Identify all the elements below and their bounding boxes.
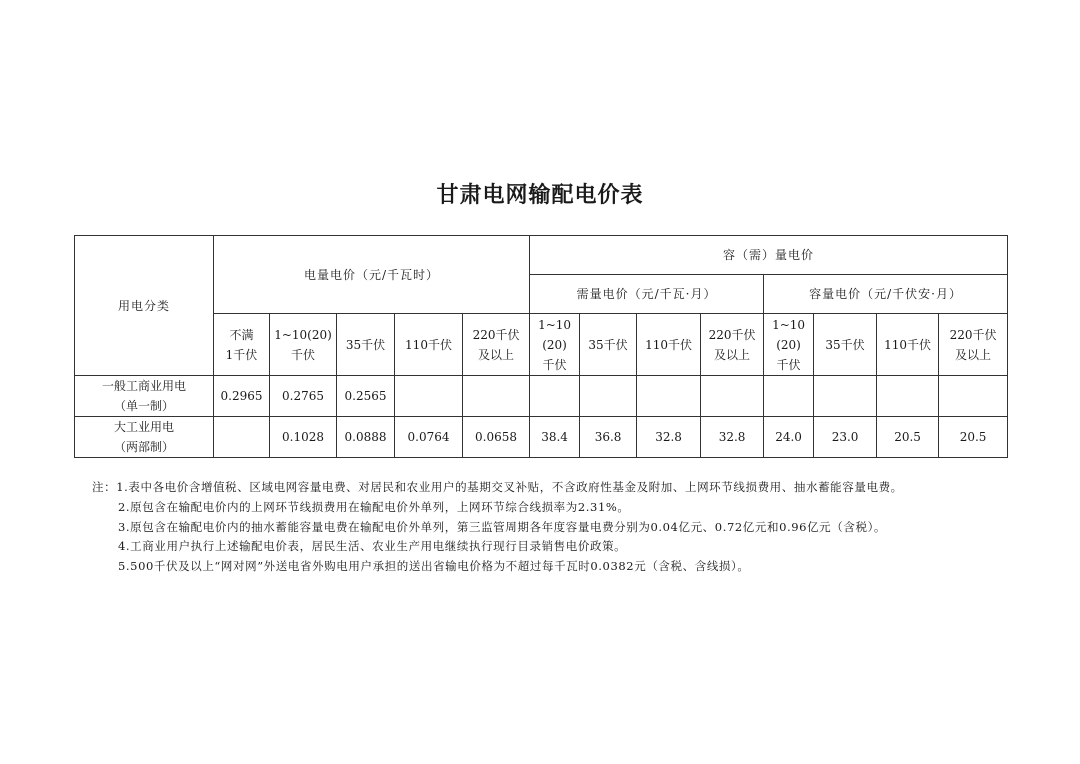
table-cell: 24.0 <box>764 417 814 458</box>
table-cell <box>395 376 463 417</box>
note-line: 3.原包含在输配电价内的抽水蓄能容量电费在输配电价外单列，第三监管周期各年度容量电费分别为0.04亿元、0.72亿元和0.96亿元（含税）。 <box>118 519 887 534</box>
table-cell: 0.2565 <box>337 376 395 417</box>
table-cell <box>877 376 939 417</box>
capacity-demand-header: 容（需）量电价 <box>530 236 1008 275</box>
table-cell <box>530 376 580 417</box>
capacity-price-header: 容量电价（元/千伏安·月） <box>764 275 1008 314</box>
col-header: 1~10 (20) 千伏 <box>530 314 580 376</box>
table-cell <box>463 376 530 417</box>
demand-price-header: 需量电价（元/千瓦·月） <box>530 275 764 314</box>
table-cell: 0.1028 <box>270 417 337 458</box>
table-cell <box>701 376 764 417</box>
col-header: 35千伏 <box>580 314 637 376</box>
table-cell: 0.0888 <box>337 417 395 458</box>
col-header: 1~10(20) 千伏 <box>270 314 337 376</box>
table-row <box>75 417 1008 458</box>
table-cell: 38.4 <box>530 417 580 458</box>
table-cell: 20.5 <box>939 417 1008 458</box>
table-cell <box>764 376 814 417</box>
energy-price-header: 电量电价（元/千瓦时） <box>214 236 530 314</box>
col-header: 220千伏 及以上 <box>463 314 530 376</box>
note-line: 2.原包含在输配电价内的上网环节线损费用在输配电价外单列，上网环节综合线损率为2.31%。 <box>118 499 630 514</box>
table-cell: 32.8 <box>637 417 701 458</box>
col-header: 35千伏 <box>814 314 877 376</box>
col-header: 220千伏 及以上 <box>939 314 1008 376</box>
note-line: 4.工商业用户执行上述输配电价表，居民生活、农业生产用电继续执行现行目录销售电价政策。 <box>118 539 627 554</box>
col-header: 220千伏 及以上 <box>701 314 764 376</box>
table-cell: 0.2965 <box>214 376 270 417</box>
note-line: 5.500千伏及以上“网对网”外送电省外购电用户承担的送出省输电价格为不超过每千瓦时0.0382元（含税、含线损）。 <box>118 559 750 574</box>
table-cell <box>939 376 1008 417</box>
table-cell <box>637 376 701 417</box>
col-header: 110千伏 <box>877 314 939 376</box>
table-cell <box>580 376 637 417</box>
table-cell: 20.5 <box>877 417 939 458</box>
table-row <box>75 376 1008 417</box>
table-cell: 0.0658 <box>463 417 530 458</box>
col-header: 不满 1千伏 <box>214 314 270 376</box>
page-title: 甘肃电网输配电价表 <box>436 182 644 208</box>
table-cell: 32.8 <box>701 417 764 458</box>
col-header: 110千伏 <box>395 314 463 376</box>
row-label: 大工业用电 （两部制） <box>75 417 214 458</box>
col-header: 35千伏 <box>337 314 395 376</box>
notes <box>92 478 1032 577</box>
table-cell: 0.2765 <box>270 376 337 417</box>
table-cell: 23.0 <box>814 417 877 458</box>
col-header: 1~10 (20) 千伏 <box>764 314 814 376</box>
table-cell <box>214 417 270 458</box>
price-table <box>74 235 1008 458</box>
note-line: 注：1.表中各电价含增值税、区域电网容量电费、对居民和农业用户的基期交叉补贴，不含政府性基金及附加、上网环节线损费用、抽水蓄能容量电费。 <box>92 480 903 494</box>
table-cell: 36.8 <box>580 417 637 458</box>
row-label: 一般工商业用电 （单一制） <box>75 376 214 417</box>
category-header: 用电分类 <box>75 236 214 376</box>
table-cell: 0.0764 <box>395 417 463 458</box>
col-header: 110千伏 <box>637 314 701 376</box>
table-cell <box>814 376 877 417</box>
